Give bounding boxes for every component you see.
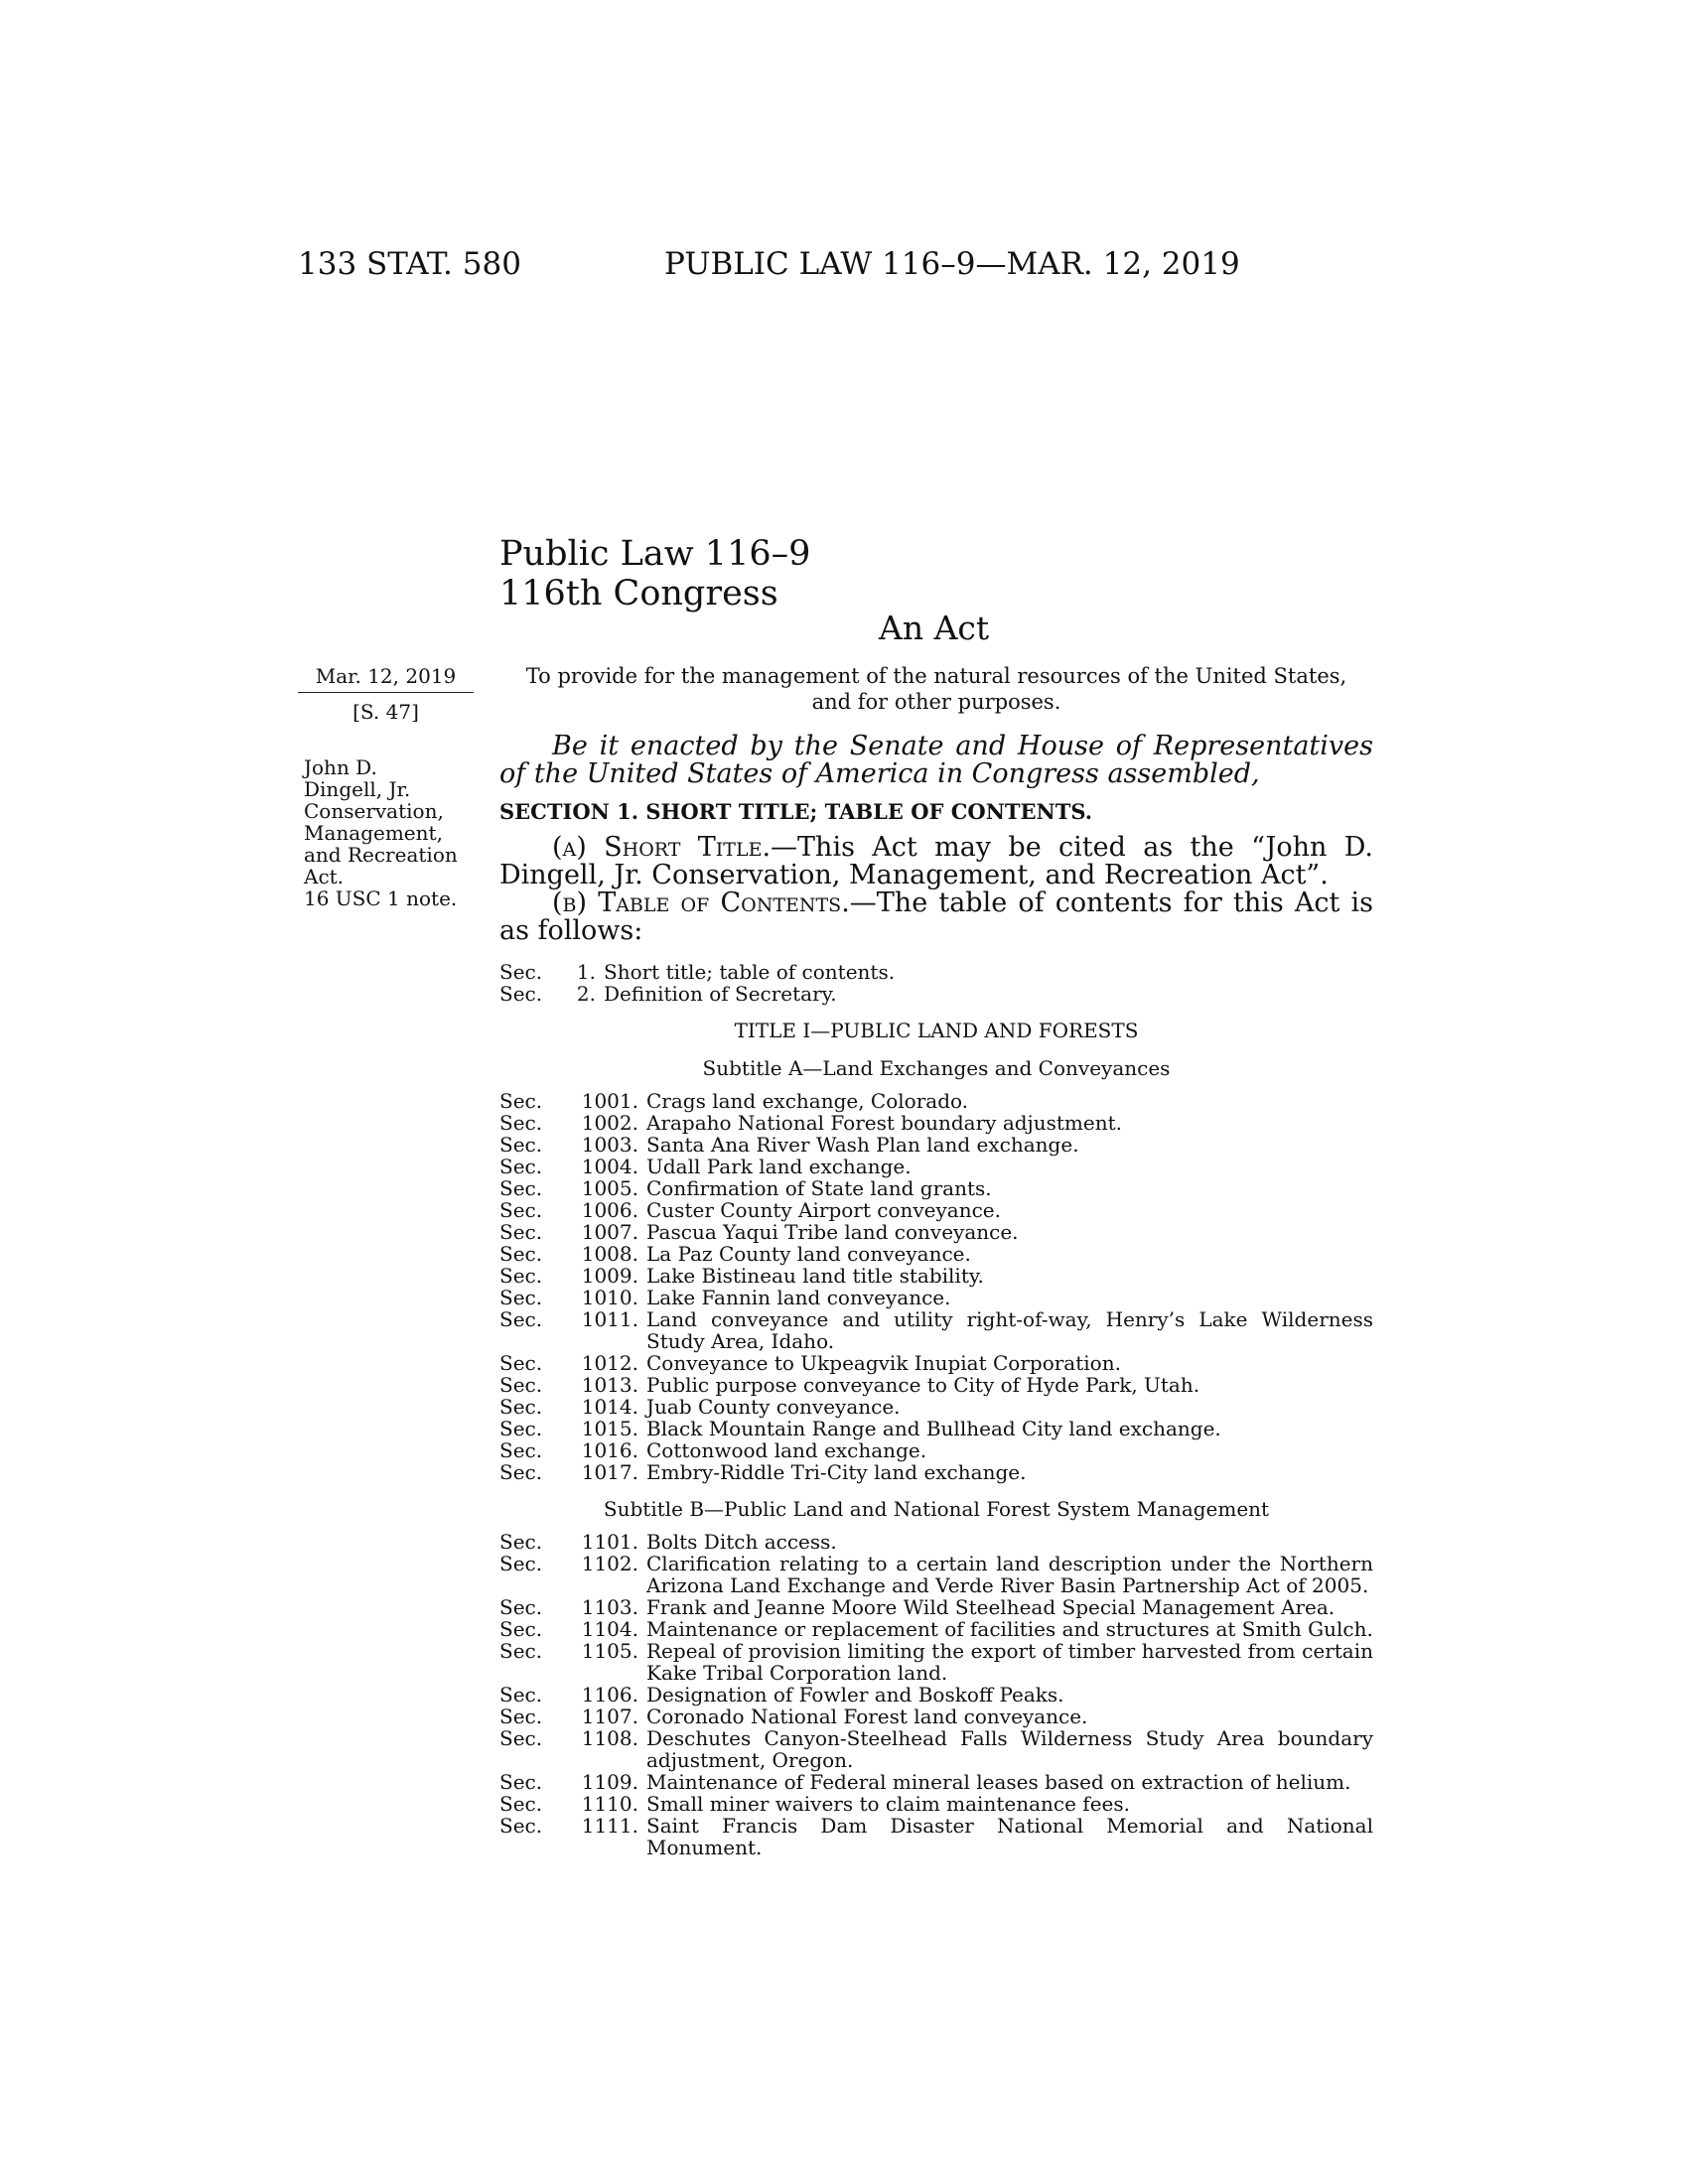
margin-note-line: Management, xyxy=(304,821,443,845)
toc-entry-title: Crags land exchange, Colorado. xyxy=(646,1089,969,1113)
table-of-contents xyxy=(499,961,1373,1858)
toc-entry-prefix: Sec. xyxy=(499,1417,543,1440)
purpose-clause xyxy=(499,663,1373,715)
section-1-heading: SECTION 1. SHORT TITLE; TABLE OF CONTENTS. xyxy=(499,799,1093,824)
toc-entry-prefix: Sec. xyxy=(499,1133,543,1157)
act-label: An Act xyxy=(879,609,990,647)
toc-entry-prefix: Sec. xyxy=(499,1155,543,1178)
toc-entry xyxy=(499,1531,1373,1553)
toc-entry-prefix: Sec. xyxy=(499,1351,543,1375)
toc-entry xyxy=(499,1396,1373,1418)
enactment-date: Mar. 12, 2019 xyxy=(298,663,474,693)
toc-entry-number: 1009. xyxy=(581,1264,638,1288)
toc-entry-prefix: Sec. xyxy=(499,1595,543,1619)
toc-entry-prefix: Sec. xyxy=(499,1792,543,1816)
running-head xyxy=(0,246,1688,286)
toc-entry-prefix: Sec. xyxy=(499,1264,543,1288)
toc-entry-prefix: Sec. xyxy=(499,1460,543,1484)
toc-entry-prefix: Sec. xyxy=(499,1530,543,1554)
margin-note xyxy=(304,756,463,909)
bill-number: [S. 47] xyxy=(352,700,419,724)
toc-entry-number: 1011. xyxy=(581,1307,638,1331)
toc-entry-prefix: Sec. xyxy=(499,1307,543,1331)
law-citation: PUBLIC LAW 116–9—MAR. 12, 2019 xyxy=(664,246,1240,282)
toc-entry-title: Designation of Fowler and Boskoff Peaks. xyxy=(646,1683,1064,1706)
short-title-paragraph xyxy=(499,834,1373,889)
toc-entry-number: 1005. xyxy=(581,1176,638,1200)
toc-entry-number: 1104. xyxy=(581,1617,638,1641)
toc-entry xyxy=(499,1352,1373,1374)
toc-entry xyxy=(499,1727,1373,1771)
toc-entry-title: Maintenance or replacement of facilities and structures at Smith Gulch. xyxy=(646,1617,1373,1641)
toc-entry-number: 1014. xyxy=(581,1395,638,1419)
toc-entry-number: 1017. xyxy=(581,1460,638,1484)
toc-entry-title: Repeal of provision limiting the export of timber harvested from certain Kake Tribal Corporation land. xyxy=(646,1639,1373,1685)
toc-entry xyxy=(499,1243,1373,1265)
toc-entry xyxy=(499,1090,1373,1112)
toc-entry-prefix: Sec. xyxy=(499,982,543,1006)
toc-entry-number: 1006. xyxy=(581,1198,638,1222)
toc-entry xyxy=(499,1596,1373,1618)
public-law-title xyxy=(499,534,810,614)
toc-entry-number: 1109. xyxy=(581,1770,638,1794)
toc-entry xyxy=(499,1640,1373,1684)
toc-entry-number: 1003. xyxy=(581,1133,638,1157)
toc-entry-number: 1105. xyxy=(581,1639,638,1663)
toc-entry xyxy=(499,1199,1373,1221)
toc-entry xyxy=(499,1265,1373,1287)
toc-entry-title: Lake Fannin land conveyance. xyxy=(646,1286,951,1309)
toc-entry-prefix: Sec. xyxy=(499,1438,543,1462)
toc-entry-prefix: Sec. xyxy=(499,1111,543,1135)
toc-entry-title: La Paz County land conveyance. xyxy=(646,1242,971,1266)
toc-entry-number: 1001. xyxy=(581,1089,638,1113)
toc-entry-number: 1108. xyxy=(581,1726,638,1750)
margin-note-line: Act. xyxy=(304,865,345,888)
toc-entry xyxy=(499,1461,1373,1483)
toc-entry xyxy=(499,1134,1373,1156)
toc-entry-title: Clarification relating to a certain land description under the Northern Arizona Land Exchange and Verde River Basin Partnership Act of 2005. xyxy=(646,1552,1373,1597)
toc-entry-prefix: Sec. xyxy=(499,1639,543,1663)
toc-entry xyxy=(499,1308,1373,1352)
toc-entry-title: Custer County Airport conveyance. xyxy=(646,1198,1001,1222)
toc-entry-number: 1007. xyxy=(581,1220,638,1244)
toc-entry xyxy=(499,1177,1373,1199)
congress-number: 116th Congress xyxy=(499,574,778,614)
toc-entry xyxy=(499,1112,1373,1134)
title-1-heading: TITLE I—PUBLIC LAND AND FORESTS xyxy=(734,1019,1139,1042)
toc-entry xyxy=(499,1374,1373,1396)
toc-entry xyxy=(499,1793,1373,1815)
toc-entry-title: Public purpose conveyance to City of Hyde Park, Utah. xyxy=(646,1373,1200,1397)
toc-label: (b) Table of Contents. xyxy=(552,887,850,918)
toc-entry-number: 1102. xyxy=(581,1552,638,1575)
toc-entry-title: Definition of Secretary. xyxy=(604,982,837,1006)
toc-entry-prefix: Sec. xyxy=(499,1220,543,1244)
subtitle-b-heading: Subtitle B—Public Land and National Forest System Management xyxy=(603,1497,1270,1521)
toc-entry-title: Arapaho National Forest boundary adjustment. xyxy=(646,1111,1123,1135)
toc-entry-number: 1010. xyxy=(581,1286,638,1309)
toc-entry xyxy=(499,1618,1373,1640)
toc-entry-prefix: Sec. xyxy=(499,1683,543,1706)
toc-entry-number: 1. xyxy=(576,960,596,984)
toc-entry-number: 1004. xyxy=(581,1155,638,1178)
toc-entry xyxy=(499,1418,1373,1439)
toc-entry-prefix: Sec. xyxy=(499,960,543,984)
toc-entry-title: Small miner waivers to claim maintenance fees. xyxy=(646,1792,1130,1816)
toc-entry xyxy=(499,1815,1373,1858)
short-title-text: —This Act may be cited as the “John D. Dingell, Jr. Conservation, Management, and Recreation Act”. xyxy=(499,832,1374,890)
toc-entry-prefix: Sec. xyxy=(499,1176,543,1200)
toc-subtitle-a xyxy=(499,1090,1373,1483)
toc-entry-prefix: Sec. xyxy=(499,1705,543,1728)
toc-entry-title: Black Mountain Range and Bullhead City land exchange. xyxy=(646,1417,1221,1440)
toc-entry-number: 1111. xyxy=(581,1814,638,1838)
toc-entry-number: 1106. xyxy=(581,1683,638,1706)
toc-entry xyxy=(499,1706,1373,1727)
toc-intro-paragraph xyxy=(499,889,1373,945)
toc-entry-number: 1012. xyxy=(581,1351,638,1375)
subtitle-a-heading: Subtitle A—Land Exchanges and Conveyances xyxy=(702,1056,1171,1080)
toc-entry-number: 1016. xyxy=(581,1438,638,1462)
toc-entry-title: Maintenance of Federal mineral leases based on extraction of helium. xyxy=(646,1770,1351,1794)
toc-entry-number: 1015. xyxy=(581,1417,638,1440)
toc-entry-title: Conveyance to Ukpeagvik Inupiat Corporation. xyxy=(646,1351,1121,1375)
margin-note-line: and Recreation xyxy=(304,843,458,867)
usc-citation: 16 USC 1 note. xyxy=(304,887,458,910)
margin-note-line: Dingell, Jr. xyxy=(304,777,411,801)
toc-entry-title: Short title; table of contents. xyxy=(604,960,896,984)
toc-entry xyxy=(499,1287,1373,1308)
short-title-label: (a) Short Title. xyxy=(552,832,772,863)
toc-entry-prefix: Sec. xyxy=(499,1089,543,1113)
toc-entry-number: 2. xyxy=(576,982,596,1006)
toc-entry-prefix: Sec. xyxy=(499,1770,543,1794)
stat-page-number: 133 STAT. 580 xyxy=(298,246,521,282)
toc-entry-title: Embry-Riddle Tri-City land exchange. xyxy=(646,1460,1027,1484)
toc-entry-title: Saint Francis Dam Disaster National Memorial and National Monument. xyxy=(646,1814,1373,1859)
toc-entry-prefix: Sec. xyxy=(499,1617,543,1641)
toc-entry-title: Santa Ana River Wash Plan land exchange. xyxy=(646,1133,1079,1157)
toc-entry-title: Cottonwood land exchange. xyxy=(646,1438,927,1462)
margin-note-line: John D. xyxy=(304,755,377,779)
act-body xyxy=(499,733,1373,1858)
toc-entry xyxy=(499,1771,1373,1793)
toc-entry-prefix: Sec. xyxy=(499,1552,543,1575)
toc-entry-title: Frank and Jeanne Moore Wild Steelhead Special Management Area. xyxy=(646,1595,1336,1619)
toc-entry-prefix: Sec. xyxy=(499,1373,543,1397)
toc-entry-title: Pascua Yaqui Tribe land conveyance. xyxy=(646,1220,1019,1244)
toc-entry-title: Land conveyance and utility right-of-way, Henry’s Lake Wilderness Study Area, Idaho. xyxy=(646,1307,1373,1353)
toc-entry-title: Confirmation of State land grants. xyxy=(646,1176,992,1200)
toc-entry-title: Lake Bistineau land title stability. xyxy=(646,1264,984,1288)
toc-entry-number: 1103. xyxy=(581,1595,638,1619)
toc-entry-title: Deschutes Canyon-Steelhead Falls Wilderness Study Area boundary adjustment, Oregon. xyxy=(646,1726,1373,1772)
toc-entry-title: Udall Park land exchange. xyxy=(646,1155,912,1178)
toc-entry xyxy=(499,1221,1373,1243)
toc-entry xyxy=(499,1439,1373,1461)
toc-entry-number: 1008. xyxy=(581,1242,638,1266)
toc-entry-number: 1101. xyxy=(581,1530,638,1554)
toc-entry-title: Bolts Ditch access. xyxy=(646,1530,837,1554)
margin-date-block xyxy=(298,663,474,725)
toc-intro-text: —The table of contents for this Act is as follows: xyxy=(499,887,1374,946)
toc-entry-title: Coronado National Forest land conveyance. xyxy=(646,1705,1088,1728)
toc-entry-prefix: Sec. xyxy=(499,1198,543,1222)
enacting-clause: Be it enacted by the Senate and House of Representatives of the United States of America in Congress assembled, xyxy=(499,731,1373,789)
toc-entry xyxy=(499,1684,1373,1706)
toc-entry-prefix: Sec. xyxy=(499,1286,543,1309)
toc-general xyxy=(499,961,1373,1005)
toc-entry xyxy=(499,1156,1373,1177)
toc-entry xyxy=(499,961,1373,983)
toc-entry-prefix: Sec. xyxy=(499,1814,543,1838)
toc-entry-prefix: Sec. xyxy=(499,1242,543,1266)
toc-entry xyxy=(499,983,1373,1005)
purpose-line-2: and for other purposes. xyxy=(811,690,1061,714)
toc-entry xyxy=(499,1553,1373,1596)
toc-subtitle-b xyxy=(499,1531,1373,1858)
toc-entry-number: 1107. xyxy=(581,1705,638,1728)
toc-entry-prefix: Sec. xyxy=(499,1726,543,1750)
public-law-number: Public Law 116–9 xyxy=(499,534,811,574)
toc-entry-number: 1110. xyxy=(581,1792,638,1816)
toc-entry-prefix: Sec. xyxy=(499,1395,543,1419)
toc-entry-number: 1002. xyxy=(581,1111,638,1135)
toc-entry-title: Juab County conveyance. xyxy=(646,1395,901,1419)
purpose-line-1: To provide for the management of the natural resources of the United States, xyxy=(525,664,1347,688)
margin-note-line: Conservation, xyxy=(304,799,444,823)
toc-entry-number: 1013. xyxy=(581,1373,638,1397)
